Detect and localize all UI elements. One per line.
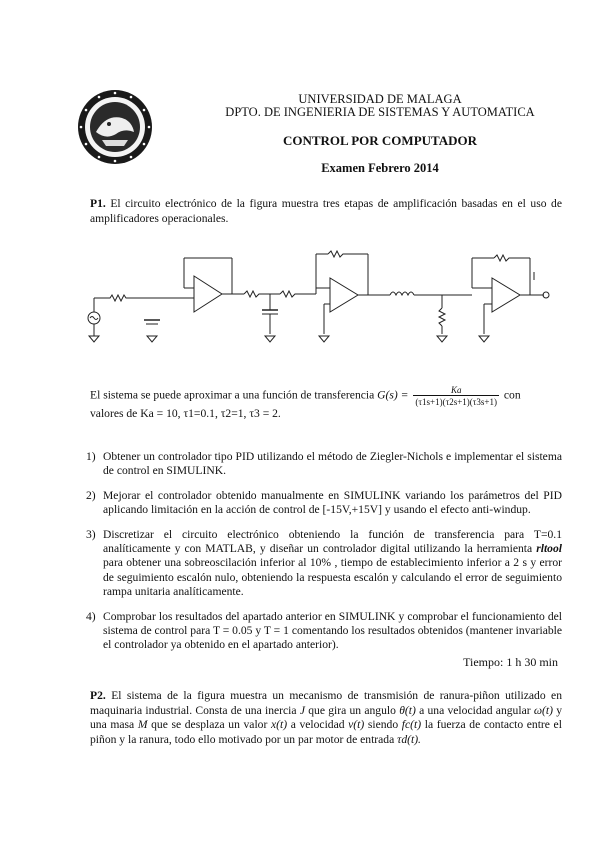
p2-var-v: v(t): [348, 718, 365, 732]
inductor-icon: [390, 292, 414, 295]
p2-label: P2.: [90, 689, 106, 702]
op-amp-icon: [316, 278, 358, 342]
tf-text-after: con: [503, 388, 521, 402]
p2-text: que gira un angulo: [308, 703, 396, 717]
voltage-source-icon: [88, 298, 106, 342]
department-name: DPTO. DE INGENIERIA DE SISTEMAS Y AUTOMATICA: [225, 105, 535, 119]
tf-text-before: El sistema se puede aproximar a una función de transferencia: [90, 388, 375, 402]
item-number: 4): [86, 609, 96, 623]
tf-denominator: (τ1s+1)(τ2s+1)(τ3s+1): [415, 397, 497, 407]
p1-intro-text: El circuito electrónico de la figura muestra tres etapas de amplificación basadas en el uso de amplificadores operacionales.: [90, 197, 562, 225]
item-text: Comprobar los resultados del apartado anterior en SIMULINK y comprobar el funcionamiento del sistema de control para T = 0.05 y T = 1 comentando los resultados obtenidos (mantener invariable el controlador ya obtenido en el apartado anterior).: [103, 609, 562, 652]
item-number: 3): [86, 527, 96, 541]
p2-var-j: J: [299, 703, 305, 717]
list-item: [86, 528, 562, 600]
list-item: [86, 489, 562, 518]
p2-text: la fuerza de contacto entre el piñon y la ranura, todo ello motivado por un par motor de entrada: [90, 718, 562, 746]
resistor-icon: [494, 255, 516, 261]
p2-text: que se desplaza un valor: [151, 718, 268, 732]
capacitor-icon: [144, 320, 160, 342]
p2-paragraph: [90, 689, 562, 747]
transfer-function-paragraph: [90, 385, 562, 422]
p2-var-theta: θ(t): [399, 703, 416, 717]
p2-var-tau: τd(t).: [397, 732, 421, 746]
item-text: para obtener una sobreoscilación inferior al 10% , tiempo de establecimiento inferior a 2 s y error de seguimiento escalón nulo, obteniendo la respuesta escalón y calculando el error de seguimiento rampa unitaria analíticamente.: [103, 556, 562, 599]
resistor-icon: [439, 308, 445, 326]
op-amp-icon: [472, 278, 520, 342]
p2-var-x: x(t): [270, 718, 288, 732]
time-allowed: Tiempo: 1 h 30 min: [463, 655, 558, 669]
resistor-icon: [244, 291, 264, 297]
tf-fraction: [413, 385, 499, 407]
p2-text: a una velocidad angular: [419, 703, 531, 717]
rltool-term: rltool: [536, 542, 562, 556]
p2-text: siendo: [367, 718, 399, 732]
p2-var-fc: fc(t): [401, 718, 422, 732]
tf-lhs: G(s) =: [377, 388, 409, 402]
university-logo: [76, 88, 154, 166]
exam-title: Examen Febrero 2014: [321, 161, 439, 175]
p1-intro: [90, 197, 562, 226]
p1-task-list: [86, 450, 562, 663]
item-number: 2): [86, 488, 96, 502]
item-text: Obtener un controlador tipo PID utilizando el método de Ziegler-Nichols e implementar el sistema de control en SIMULINK.: [103, 450, 562, 478]
course-title: CONTROL POR COMPUTADOR: [282, 133, 478, 148]
p2-text: a velocidad: [290, 718, 345, 732]
item-text: Mejorar el controlador obtenido manualmente en SIMULINK variando los parámetros del PID aplicando limitación en la acción de control de [-15V,+15V] y usando el efecto anti-windup.: [103, 488, 562, 517]
p2-var-omega: ω(t): [533, 703, 553, 717]
resistor-icon: [328, 251, 350, 257]
tf-numerator: Ka: [413, 385, 499, 396]
op-amp-icon: [174, 258, 244, 312]
resistor-icon: [106, 295, 132, 301]
tf-values: valores de Ka = 10, τ1=0.1, τ2=1, τ3 = 2.: [90, 407, 281, 420]
item-number: 1): [86, 450, 96, 463]
university-name: UNIVERSIDAD DE MALAGA: [298, 92, 462, 106]
p2-var-m: M: [137, 718, 148, 732]
item-text: Discretizar el circuito electrónico obteniendo la función de transferencia para T=0.1 analíticamente y con MATLAB, y diseñar un controlador digital utilizando la herramienta: [103, 527, 562, 556]
output-terminal-icon: [534, 272, 549, 298]
p2-text: y una masa: [90, 703, 563, 732]
list-item: [86, 450, 562, 479]
op-amp-circuit-diagram: [84, 248, 560, 354]
resistor-icon: [280, 291, 298, 297]
list-item: [86, 610, 562, 653]
p2-text: El sistema de la figura muestra un mecanismo de transmisión de ranura-piñon utilizado en maquinaria industrial. Consta de una inercia: [90, 689, 562, 717]
p1-label: P1.: [90, 197, 106, 210]
